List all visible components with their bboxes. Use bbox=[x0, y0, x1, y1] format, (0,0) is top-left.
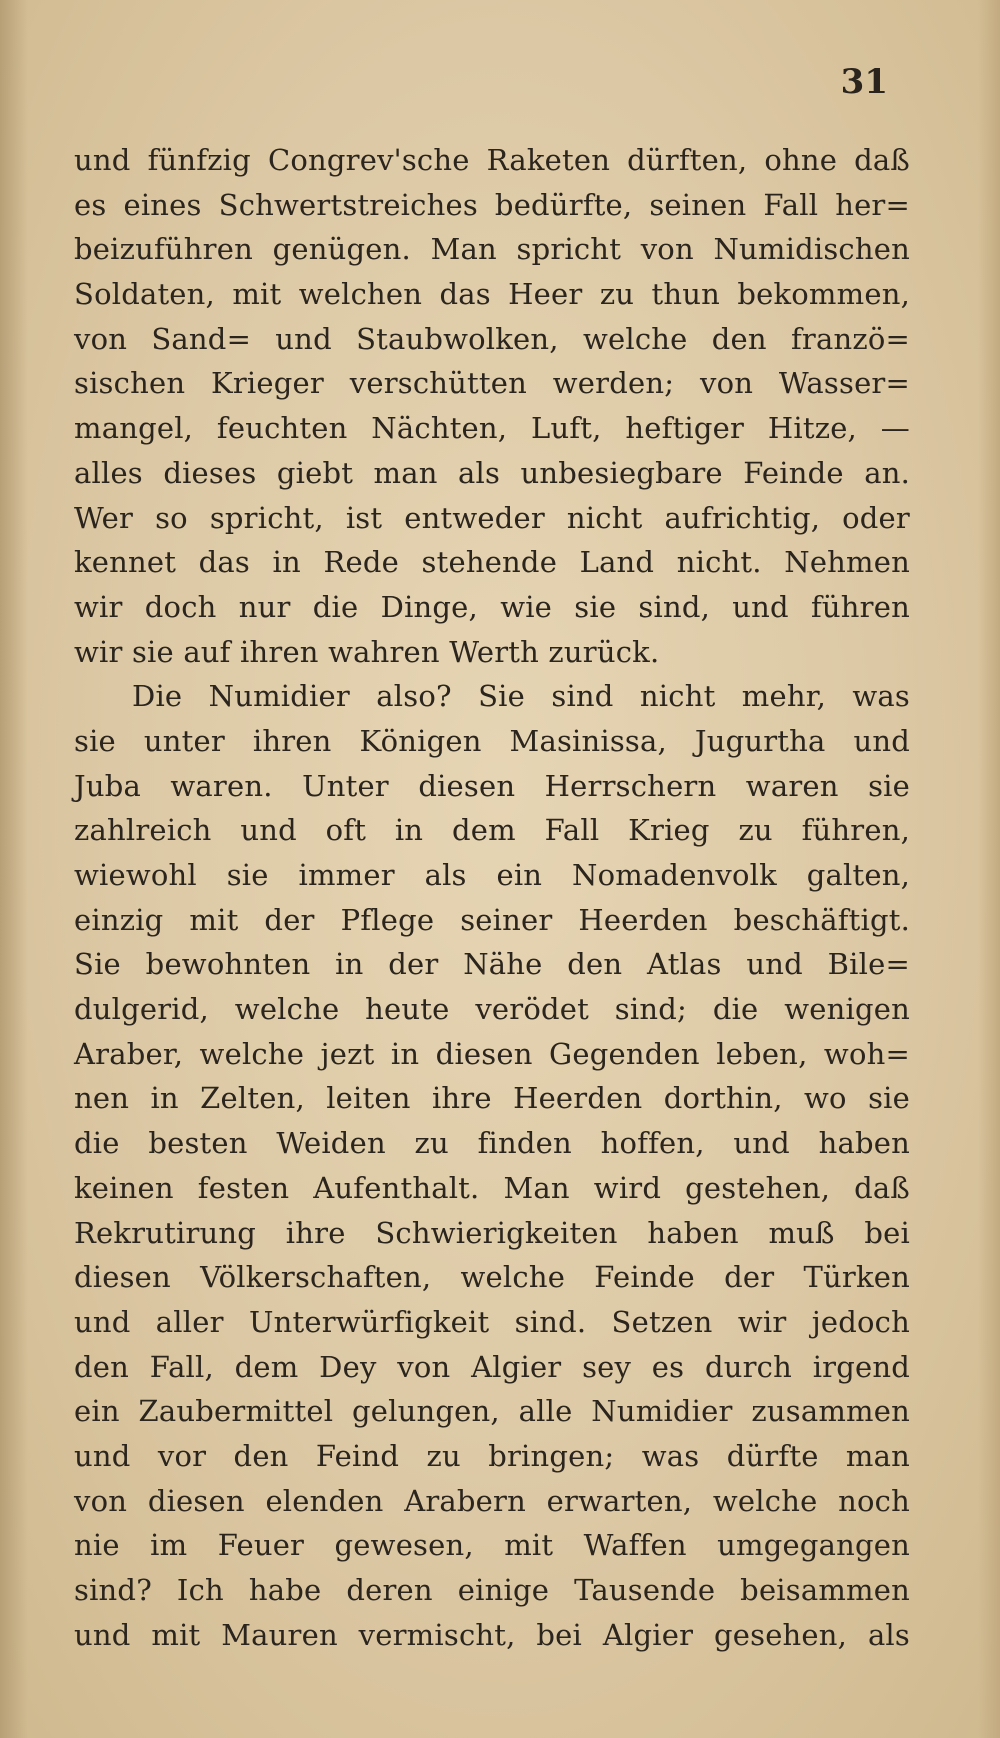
text-line: dulgerid, welche heute verödet sind; die wenigen bbox=[74, 992, 910, 1027]
page-edge-right bbox=[978, 0, 1000, 1738]
text-line: Sie bewohnten in der Nähe den Atlas und Bile= bbox=[74, 947, 910, 982]
text-line: kennet das in Rede stehende Land nicht. Nehmen bbox=[74, 545, 910, 580]
text-line: Juba waren. Unter diesen Herrschern waren sie bbox=[74, 768, 910, 803]
text-line: keinen festen Aufenthalt. Man wird gestehen, daß bbox=[74, 1170, 910, 1205]
text-line: und mit Mauren vermischt, bei Algier gesehen, als bbox=[74, 1617, 910, 1652]
text-line: Soldaten, mit welchen das Heer zu thun bekommen, bbox=[74, 277, 910, 312]
text-line: sischen Krieger verschütten werden; von Wasser= bbox=[74, 366, 910, 401]
text-line: mangel, feuchten Nächten, Luft, heftiger Hitze, — bbox=[74, 411, 910, 446]
text-line: diesen Völkerschaften, welche Feinde der Türken bbox=[74, 1260, 910, 1295]
text-line: ein Zaubermittel gelungen, alle Numidier zusammen bbox=[74, 1394, 910, 1429]
text-line: die besten Weiden zu finden hoffen, und haben bbox=[74, 1126, 910, 1161]
text-line: nie im Feuer gewesen, mit Waffen umgegangen bbox=[74, 1528, 910, 1563]
text-line: Die Numidier also? Sie sind nicht mehr, was bbox=[132, 679, 910, 714]
text-line: von diesen elenden Arabern erwarten, welche noch bbox=[74, 1483, 910, 1518]
page-edge-left bbox=[0, 0, 28, 1738]
text-line: nen in Zelten, leiten ihre Heerden dorthin, wo sie bbox=[74, 1081, 910, 1116]
text-line: und fünfzig Congrev'sche Raketen dürften, ohne daß bbox=[74, 143, 910, 177]
text-line: zahlreich und oft in dem Fall Krieg zu führen, bbox=[74, 813, 910, 848]
text-line: sie unter ihren Königen Masinissa, Jugurtha und bbox=[74, 723, 910, 758]
text-line: alles dieses giebt man als unbesiegbare Feinde an. bbox=[74, 455, 910, 490]
page-number: 31 bbox=[840, 62, 888, 102]
text-line: Wer so spricht, ist entweder nicht aufrichtig, oder bbox=[74, 500, 910, 535]
text-line: wir sie auf ihren wahren Werth zurück. bbox=[74, 634, 660, 669]
text-line: wir doch nur die Dinge, wie sie sind, und führen bbox=[74, 589, 910, 624]
text-line: den Fall, dem Dey von Algier sey es durch irgend bbox=[74, 1349, 910, 1384]
text-line: von Sand= und Staubwolken, welche den franzö= bbox=[74, 321, 910, 356]
text-line: beizuführen genügen. Man spricht von Numidischen bbox=[74, 232, 910, 267]
text-line: und aller Unterwürfigkeit sind. Setzen wir jedoch bbox=[74, 1304, 910, 1339]
text-line: Araber, welche jezt in diesen Gegenden leben, woh= bbox=[74, 1036, 910, 1071]
text-line: es eines Schwertstreiches bedürfte, seinen Fall her= bbox=[74, 187, 910, 222]
body-text bbox=[74, 138, 910, 1657]
text-line: wiewohl sie immer als ein Nomadenvolk galten, bbox=[74, 858, 910, 892]
text-line: Rekrutirung ihre Schwierigkeiten haben muß bei bbox=[74, 1215, 910, 1250]
text-line: sind? Ich habe deren einige Tausende beisammen bbox=[74, 1573, 910, 1607]
text-line: und vor den Feind zu bringen; was dürfte man bbox=[74, 1438, 910, 1473]
text-line: einzig mit der Pflege seiner Heerden beschäftigt. bbox=[74, 902, 910, 937]
